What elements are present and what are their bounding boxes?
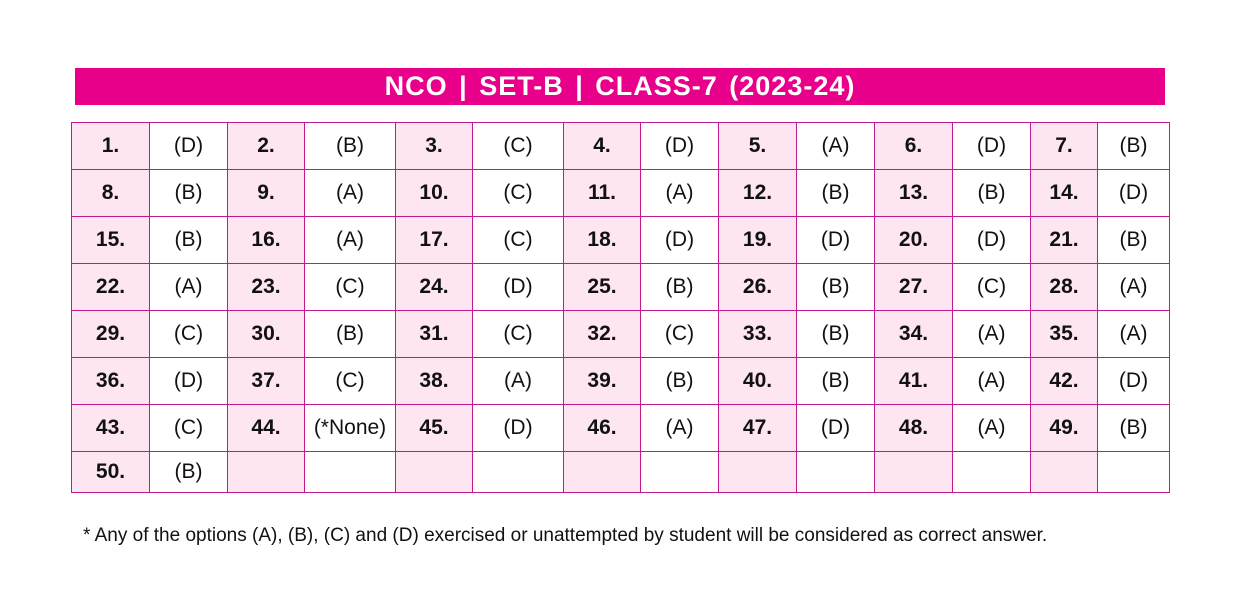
question-number bbox=[719, 452, 797, 493]
answer-option: (A) bbox=[1098, 311, 1170, 358]
answer-option: (A) bbox=[953, 405, 1031, 452]
answer-option: (D) bbox=[150, 123, 228, 170]
question-number: 31. bbox=[396, 311, 473, 358]
answer-option: (C) bbox=[473, 311, 564, 358]
question-number: 50. bbox=[72, 452, 150, 493]
answer-option bbox=[1098, 452, 1170, 493]
question-number: 1. bbox=[72, 123, 150, 170]
answer-option: (C) bbox=[473, 123, 564, 170]
question-number: 32. bbox=[564, 311, 641, 358]
answer-option: (A) bbox=[797, 123, 875, 170]
answer-option: (A) bbox=[473, 358, 564, 405]
question-number: 24. bbox=[396, 264, 473, 311]
question-number: 13. bbox=[875, 170, 953, 217]
question-number: 47. bbox=[719, 405, 797, 452]
question-number: 36. bbox=[72, 358, 150, 405]
table-row bbox=[72, 170, 1170, 217]
answer-option: (B) bbox=[797, 264, 875, 311]
question-number: 30. bbox=[228, 311, 305, 358]
answer-key-table bbox=[71, 122, 1170, 493]
answer-option: (B) bbox=[305, 311, 396, 358]
question-number: 4. bbox=[564, 123, 641, 170]
answer-option: (B) bbox=[953, 170, 1031, 217]
question-number: 25. bbox=[564, 264, 641, 311]
question-number: 41. bbox=[875, 358, 953, 405]
answer-option: (B) bbox=[1098, 217, 1170, 264]
answer-option: (A) bbox=[953, 358, 1031, 405]
answer-option: (D) bbox=[641, 123, 719, 170]
table-row bbox=[72, 405, 1170, 452]
answer-option bbox=[953, 452, 1031, 493]
question-number: 10. bbox=[396, 170, 473, 217]
question-number bbox=[875, 452, 953, 493]
answer-option: (C) bbox=[473, 170, 564, 217]
question-number: 45. bbox=[396, 405, 473, 452]
question-number: 44. bbox=[228, 405, 305, 452]
table-row bbox=[72, 217, 1170, 264]
question-number bbox=[1031, 452, 1098, 493]
question-number: 5. bbox=[719, 123, 797, 170]
question-number: 39. bbox=[564, 358, 641, 405]
answer-option: (A) bbox=[305, 170, 396, 217]
question-number: 22. bbox=[72, 264, 150, 311]
footnote: * Any of the options (A), (B), (C) and (D) exercised or unattempted by student will be considered as correct answer. bbox=[83, 525, 1048, 546]
answer-option: (A) bbox=[953, 311, 1031, 358]
question-number: 3. bbox=[396, 123, 473, 170]
question-number: 9. bbox=[228, 170, 305, 217]
question-number: 14. bbox=[1031, 170, 1098, 217]
question-number: 27. bbox=[875, 264, 953, 311]
question-number: 40. bbox=[719, 358, 797, 405]
question-number: 29. bbox=[72, 311, 150, 358]
question-number: 18. bbox=[564, 217, 641, 264]
answer-option: (A) bbox=[1098, 264, 1170, 311]
question-number: 33. bbox=[719, 311, 797, 358]
question-number bbox=[564, 452, 641, 493]
answer-option bbox=[305, 452, 396, 493]
question-number: 42. bbox=[1031, 358, 1098, 405]
answer-option: (B) bbox=[641, 264, 719, 311]
answer-option bbox=[473, 452, 564, 493]
answer-option: (D) bbox=[1098, 358, 1170, 405]
question-number: 37. bbox=[228, 358, 305, 405]
question-number: 35. bbox=[1031, 311, 1098, 358]
answer-option: (A) bbox=[641, 405, 719, 452]
question-number: 38. bbox=[396, 358, 473, 405]
answer-option: (D) bbox=[150, 358, 228, 405]
answer-option: (C) bbox=[150, 405, 228, 452]
question-number: 19. bbox=[719, 217, 797, 264]
question-number: 15. bbox=[72, 217, 150, 264]
answer-option: (B) bbox=[150, 217, 228, 264]
question-number: 23. bbox=[228, 264, 305, 311]
answer-option: (D) bbox=[797, 405, 875, 452]
answer-option: (D) bbox=[641, 217, 719, 264]
table-row bbox=[72, 311, 1170, 358]
question-number: 16. bbox=[228, 217, 305, 264]
answer-option: (B) bbox=[797, 170, 875, 217]
question-number: 12. bbox=[719, 170, 797, 217]
table-row bbox=[72, 264, 1170, 311]
answer-option: (C) bbox=[473, 217, 564, 264]
question-number: 8. bbox=[72, 170, 150, 217]
answer-option: (B) bbox=[1098, 123, 1170, 170]
answer-option: (B) bbox=[641, 358, 719, 405]
table-row bbox=[72, 123, 1170, 170]
answer-option: (B) bbox=[305, 123, 396, 170]
question-number: 21. bbox=[1031, 217, 1098, 264]
answer-option: (A) bbox=[305, 217, 396, 264]
question-number bbox=[396, 452, 473, 493]
question-number: 6. bbox=[875, 123, 953, 170]
answer-option: (C) bbox=[305, 264, 396, 311]
answer-option: (B) bbox=[150, 170, 228, 217]
question-number: 2. bbox=[228, 123, 305, 170]
answer-option: (A) bbox=[150, 264, 228, 311]
question-number: 26. bbox=[719, 264, 797, 311]
answer-option: (B) bbox=[1098, 405, 1170, 452]
answer-option: (C) bbox=[953, 264, 1031, 311]
answer-option bbox=[641, 452, 719, 493]
answer-option: (D) bbox=[473, 405, 564, 452]
answer-option: (C) bbox=[150, 311, 228, 358]
answer-option: (B) bbox=[797, 358, 875, 405]
answer-option: (C) bbox=[305, 358, 396, 405]
answer-option: (B) bbox=[150, 452, 228, 493]
answer-option: (D) bbox=[797, 217, 875, 264]
question-number: 20. bbox=[875, 217, 953, 264]
question-number: 11. bbox=[564, 170, 641, 217]
answer-option: (C) bbox=[641, 311, 719, 358]
answer-option: (A) bbox=[641, 170, 719, 217]
answer-option: (D) bbox=[953, 123, 1031, 170]
question-number: 7. bbox=[1031, 123, 1098, 170]
answer-option: (B) bbox=[797, 311, 875, 358]
answer-key-title: NCO | SET-B | CLASS-7 (2023-24) bbox=[75, 68, 1165, 105]
question-number: 46. bbox=[564, 405, 641, 452]
question-number: 43. bbox=[72, 405, 150, 452]
answer-option bbox=[797, 452, 875, 493]
answer-option: (*None) bbox=[305, 405, 396, 452]
question-number: 34. bbox=[875, 311, 953, 358]
answer-key-body bbox=[72, 123, 1170, 493]
table-row bbox=[72, 452, 1170, 493]
question-number: 48. bbox=[875, 405, 953, 452]
question-number: 49. bbox=[1031, 405, 1098, 452]
question-number: 17. bbox=[396, 217, 473, 264]
answer-option: (D) bbox=[1098, 170, 1170, 217]
answer-option: (D) bbox=[953, 217, 1031, 264]
question-number bbox=[228, 452, 305, 493]
question-number: 28. bbox=[1031, 264, 1098, 311]
answer-option: (D) bbox=[473, 264, 564, 311]
table-row bbox=[72, 358, 1170, 405]
